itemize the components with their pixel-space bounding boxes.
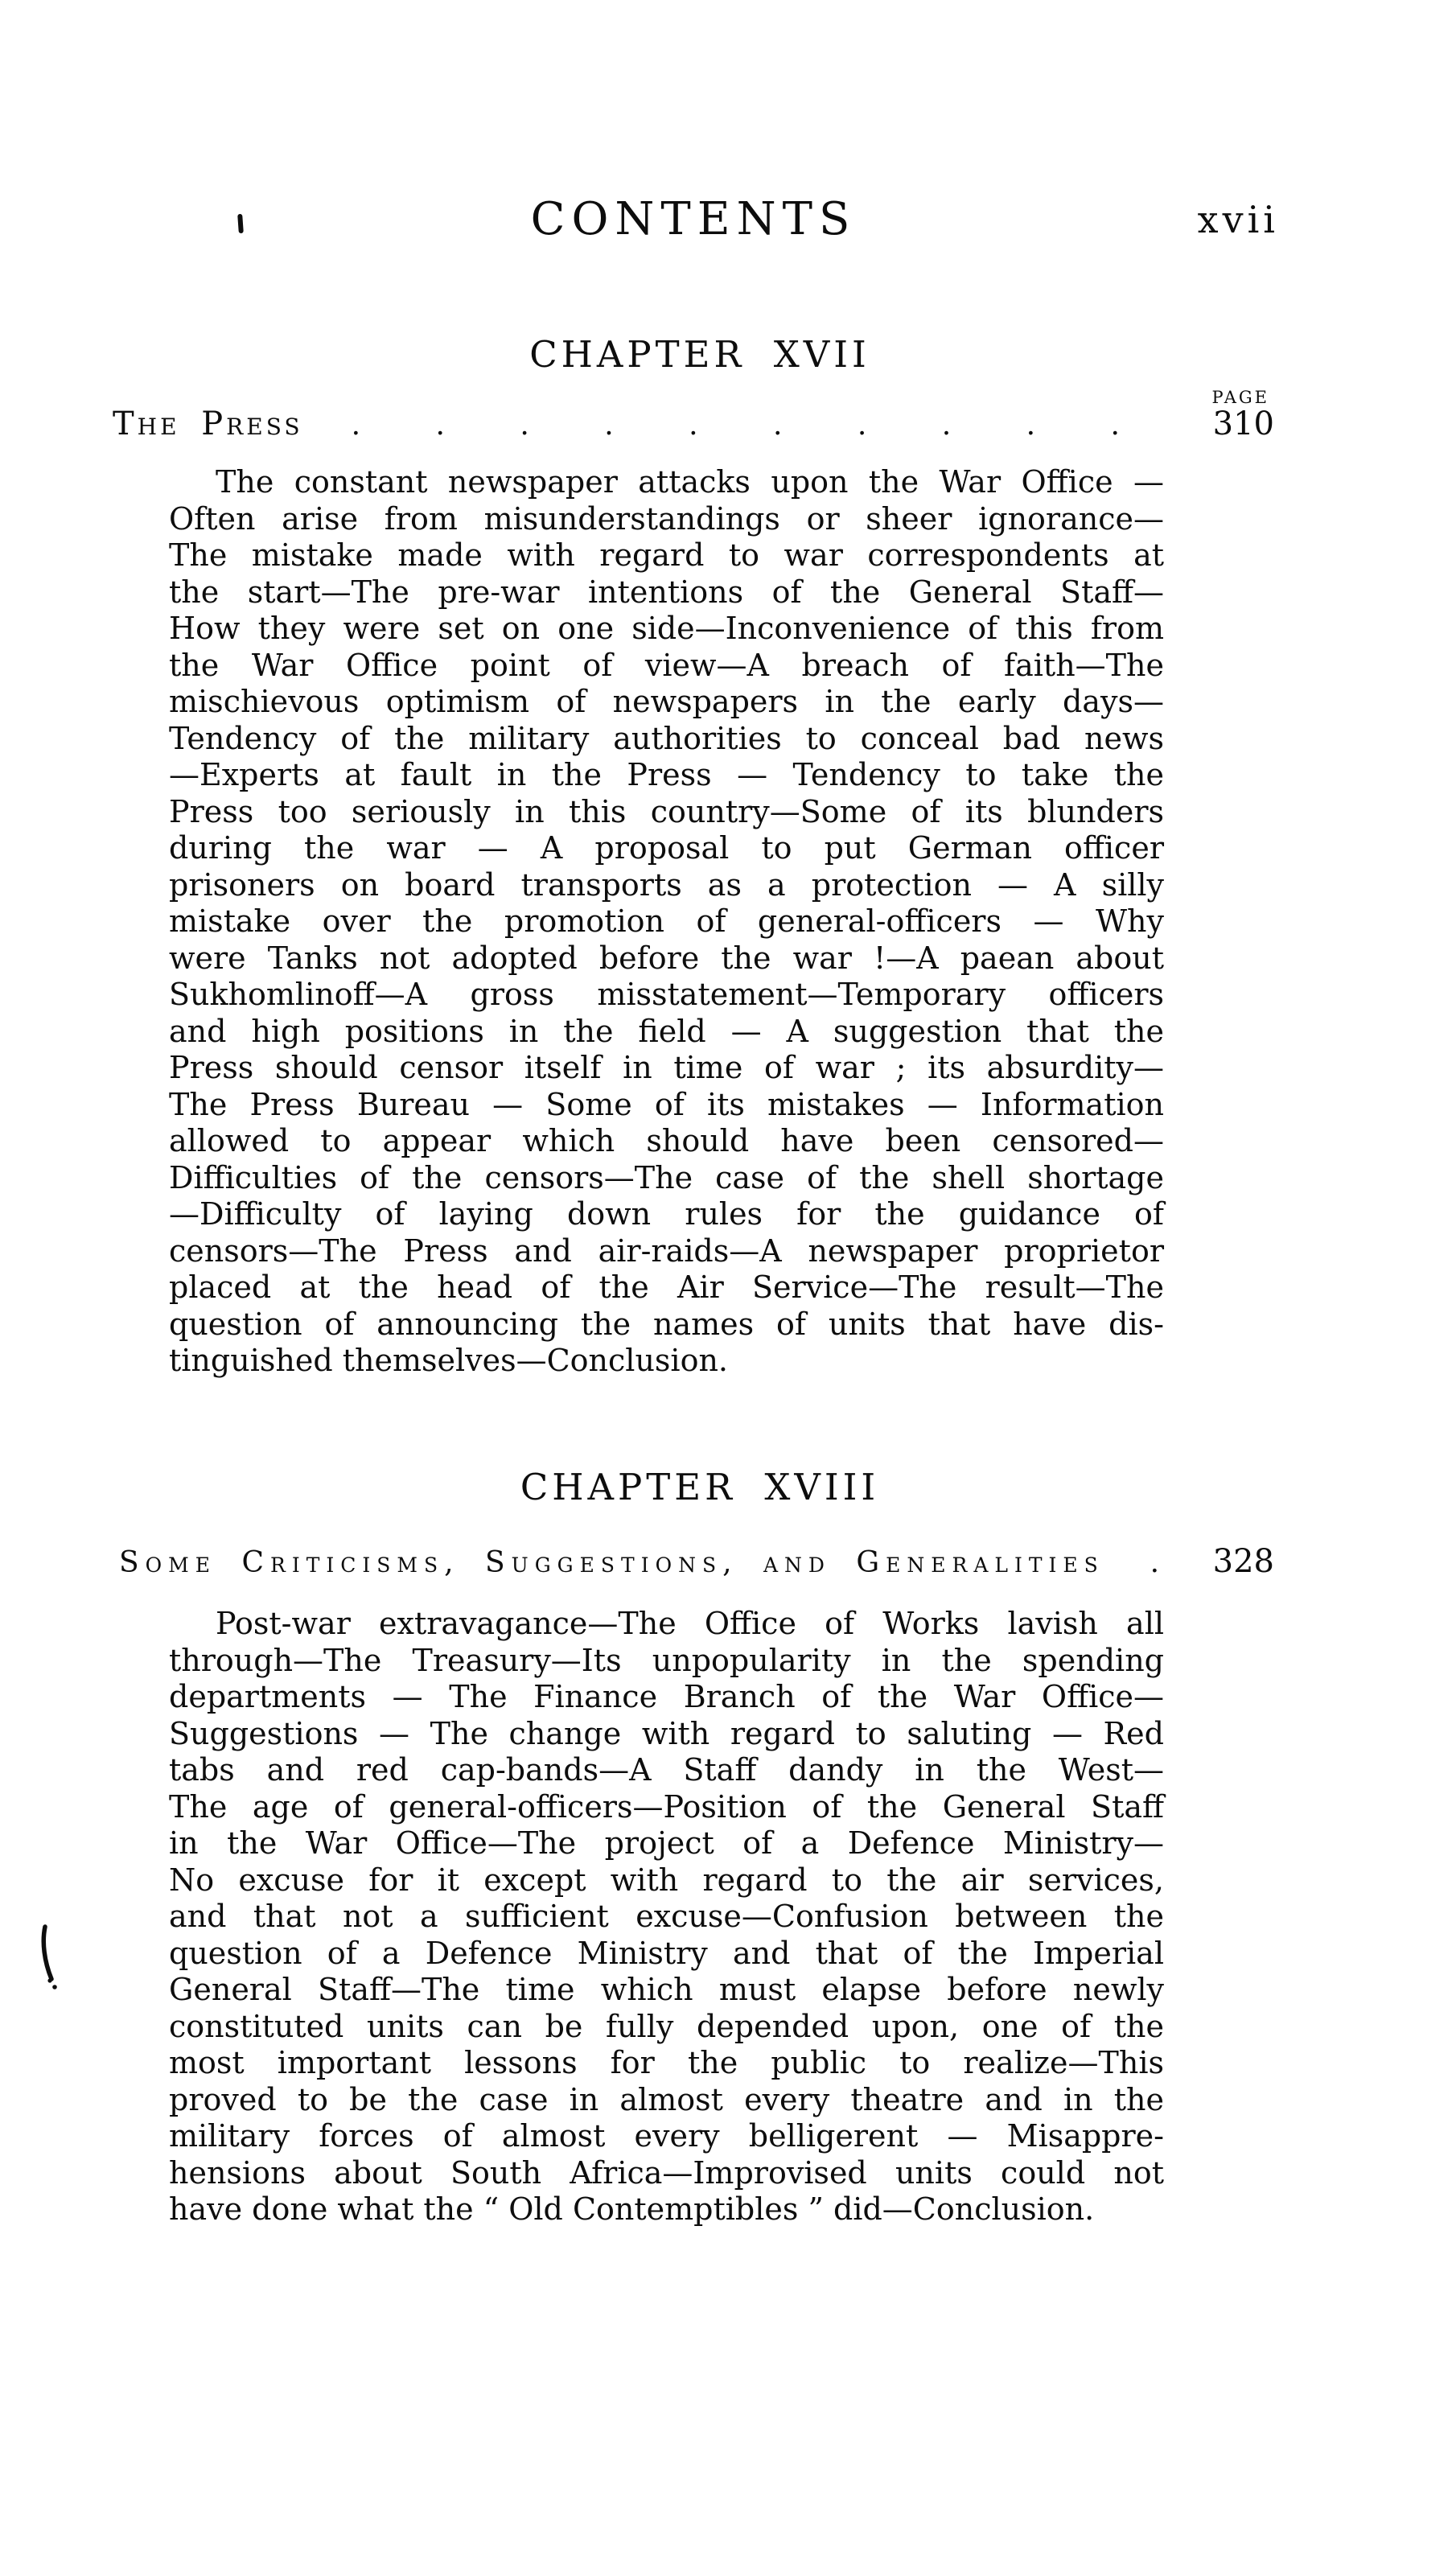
summary-line: General Staff—The time which must elapse before newly xyxy=(169,1972,1164,2007)
summary-line: constituted units can be fully depended upon, one of the xyxy=(169,2008,1164,2044)
summary-line: Sukhomlinoff—A gross misstatement—Temporary officers xyxy=(169,977,1164,1012)
summary-line: The mistake made with regard to war correspondents at xyxy=(169,537,1164,573)
summary-line: were Tanks not adopted before the war !—A paean about xyxy=(169,940,1164,976)
chapter-18-heading: CHAPTER XVIII xyxy=(520,1466,880,1508)
dot-leader: . xyxy=(1150,1546,1160,1579)
contents-entry-the-press xyxy=(113,405,1274,442)
summary-line: No excuse for it except with regard to the air services, xyxy=(169,1862,1164,1898)
folio-roman-numeral: xvii xyxy=(1197,198,1279,241)
summary-line: in the War Office—The project of a Defence Ministry— xyxy=(169,1825,1164,1861)
dot-leader: . . . . . . . . . . xyxy=(351,409,1120,442)
summary-line: Suggestions — The change with regard to saluting — Red xyxy=(169,1715,1164,1751)
summary-line: departments — The Finance Branch of the War Office— xyxy=(169,1679,1164,1714)
summary-line: Press too seriously in this country—Some of its blunders xyxy=(169,793,1164,829)
contents-entry-some-criticisms xyxy=(119,1543,1274,1580)
summary-line: The Press Bureau — Some of its mistakes — Information xyxy=(169,1086,1164,1122)
summary-line: through—The Treasury—Its unpopularity in the spending xyxy=(169,1642,1164,1678)
summary-line: mistake over the promotion of general-officers — Why xyxy=(169,903,1164,939)
summary-line: Tendency of the military authorities to conceal bad news xyxy=(169,720,1164,756)
entry-page-number: 310 xyxy=(1212,405,1274,442)
ink-mark-stroke xyxy=(39,1924,61,1992)
page-column-label: PAGE xyxy=(1211,388,1269,407)
summary-line: Press should censor itself in time of war ; its absurdity— xyxy=(169,1050,1164,1085)
summary-line: mischievous optimism of newspapers in the early days— xyxy=(169,684,1164,719)
summary-line: prisoners on board transports as a protection — A silly xyxy=(169,866,1164,903)
summary-line: Difficulties of the censors—The case of the shell shortage xyxy=(169,1159,1164,1195)
summary-line: The age of general-officers—Position of the General Staff xyxy=(169,1788,1164,1825)
summary-line: the start—The pre-war intentions of the General Staff— xyxy=(169,574,1164,610)
summary-line: placed at the head of the Air Service—The result—The xyxy=(169,1269,1164,1305)
entry-title: The Press xyxy=(113,405,303,442)
summary-line: most important lessons for the public to realize—This xyxy=(169,2045,1164,2080)
summary-line: the War Office point of view—A breach of faith—The xyxy=(169,647,1164,683)
summary-line: Post-war extravagance—The Office of Works lavish all xyxy=(216,1606,1164,1641)
summary-line: military forces of almost every belligerent — Misappre- xyxy=(169,2118,1164,2154)
summary-line: How they were set on one side—Inconvenience of this from xyxy=(169,611,1164,646)
summary-line: censors—The Press and air-raids—A newspaper proprietor xyxy=(169,1232,1164,1269)
summary-line: and that not a sufficient excuse—Confusion between the xyxy=(169,1899,1164,1934)
summary-line: Often arise from misunderstandings or sheer ignorance— xyxy=(169,500,1164,537)
summary-line: —Difficulty of laying down rules for the guidance of xyxy=(169,1196,1164,1232)
summary-line: —Experts at fault in the Press — Tendency to take the xyxy=(169,757,1164,792)
summary-line: tinguished themselves—Conclusion. xyxy=(169,1343,729,1378)
summary-line: question of a Defence Ministry and that of the Imperial xyxy=(169,1935,1164,1971)
chapter-17-summary xyxy=(169,464,1164,1380)
ink-mark-comma xyxy=(237,214,244,233)
summary-line: hensions about South Africa—Improvised units could not xyxy=(169,2154,1164,2191)
chapter-18-summary xyxy=(169,1606,1164,2228)
summary-line: tabs and red cap-bands—A Staff dandy in the West— xyxy=(169,1752,1164,1788)
summary-line: during the war — A proposal to put German officer xyxy=(169,830,1164,866)
summary-line: have done what the “ Old Contemptibles ” did—Conclusion. xyxy=(169,2191,1095,2227)
chapter-17-heading: CHAPTER XVII xyxy=(529,333,870,376)
summary-line: question of announcing the names of units that have dis- xyxy=(169,1306,1164,1342)
summary-line: allowed to appear which should have been censored— xyxy=(169,1123,1164,1158)
summary-line: proved to be the case in almost every theatre and in the xyxy=(169,2081,1164,2117)
page-title: CONTENTS xyxy=(530,193,857,245)
summary-line: The constant newspaper attacks upon the War Office — xyxy=(216,464,1164,500)
entry-page-number: 328 xyxy=(1212,1543,1274,1580)
entry-title: Some Criticisms, Suggestions, and Generalities xyxy=(119,1546,1104,1579)
summary-line: and high positions in the field — A suggestion that the xyxy=(169,1013,1164,1049)
